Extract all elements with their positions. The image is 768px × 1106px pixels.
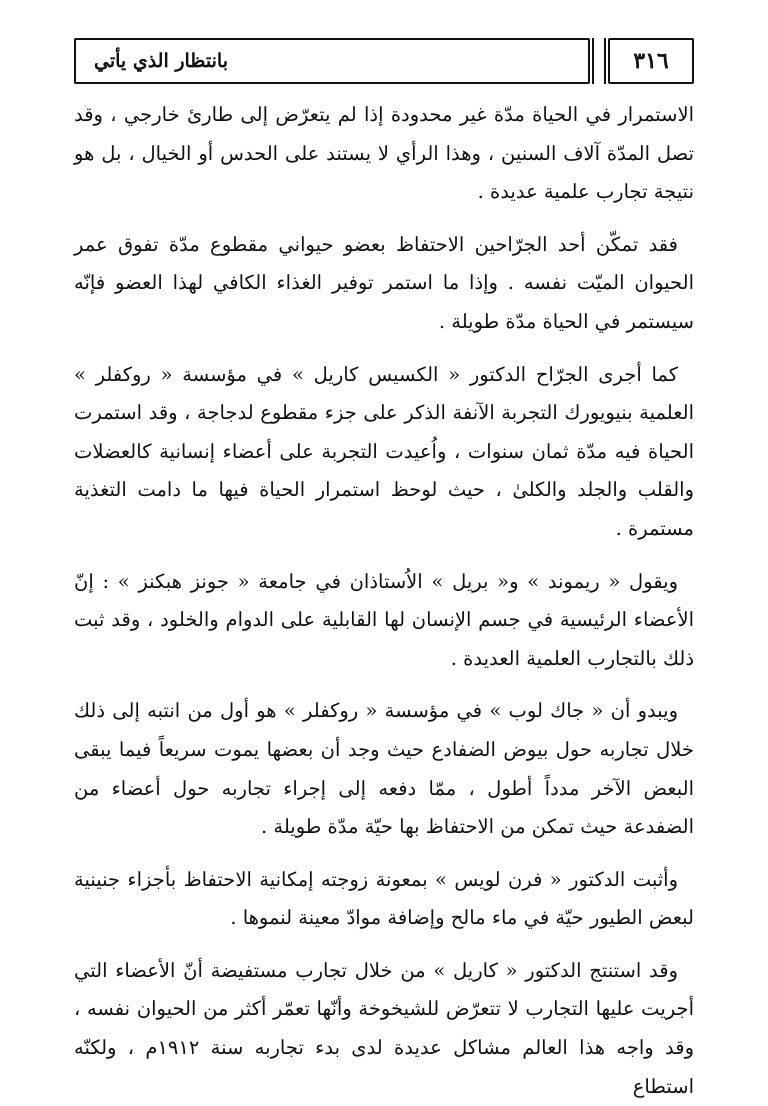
paragraph-6: وأثبت الدكتور « فرن لويس » بمعونة زوجته إمكانية الاحتفاظ بأجزاء جنينية لبعض الطيور حيّة في ماء مالح وإضافة موادّ معينة لنموها . [74,867,694,930]
paragraph-1: الاستمرار في الحياة مدّة غير محدودة إذا لم يتعرّض إلى طارئ خارجي ، وقد تصل المدّة آلاف السنين ، وهذا الرأي لا يستند على الحدس أو الخيال ، بل هو نتيجة تجارب علمية عديدة . [74,103,694,204]
paragraph-2: فقد تمكّن أحد الجرّاحين الاحتفاظ بعضو حيواني مقطوع مدّة تفوق عمر الحيوان الميّت نفسه . وإذا ما استمر توفير الغذاء الكافي لهذا العضو فإنّه سيستمر في الحياة مدّة طويلة . [74,232,694,333]
page-header [74,38,694,84]
paragraph-7: وقد استنتج الدكتور « كاريل » من خلال تجارب مستفيضة أنّ الأعضاء التي أجريت عليها التجارب لا تتعرّض للشيخوخة وأنّها تعمّر أكثر من الحيوان نفسه ، وقد واجه هذا العالم مشاكل عديدة لدى بدء تجاربه سنة ١٩١٢م ، ولكنّه استطاع [74,958,694,1098]
header-divider [592,38,606,84]
running-title: بانتظار الذي يأتي [74,38,590,84]
paragraph-5: ويبدو أن « جاك لوب » في مؤسسة « روكفلر » هو أول من انتبه إلى ذلك خلال تجاربه حول بيوض الضفادع حيث وجد أن بعضها يموت سريعاً فيما يبقى البعض الآخر مدداً أطول ، ممّا دفعه إلى إجراء تجاربه حول أعضاء من الضفدعة حيث تمكن من الاحتفاظ بها حيّة مدّة طويلة . [74,699,694,839]
book-page [74,38,694,1098]
paragraph-3: كما أجرى الجرّاح الدكتور « الكسيس كاريل » في مؤسسة « روكفلر » العلمية بنيويورك التجربة الآنفة الذكر على جزء مقطوع لدجاجة ، وقد استمرت الحياة فيه مدّة ثمان سنوات ، واُعيدت التجربة على أعضاء إنسانية كالعضلات والقلب والجلد والكلىٰ ، حيث لوحظ استمرار الحياة فيها ما دامت التغذية مستمرة . [74,362,694,540]
page-body [74,96,694,1106]
paragraph-4: ويقول « ريموند » و« بريل » الاُستاذان في جامعة « جونز هبكنز » : إنّ الأعضاء الرئيسية في جسم الإنسان لها القابلية على الدوام والخلود ، وقد ثبت ذلك بالتجارب العلمية العديدة . [74,569,694,670]
page-number: ٣١٦ [608,38,694,84]
